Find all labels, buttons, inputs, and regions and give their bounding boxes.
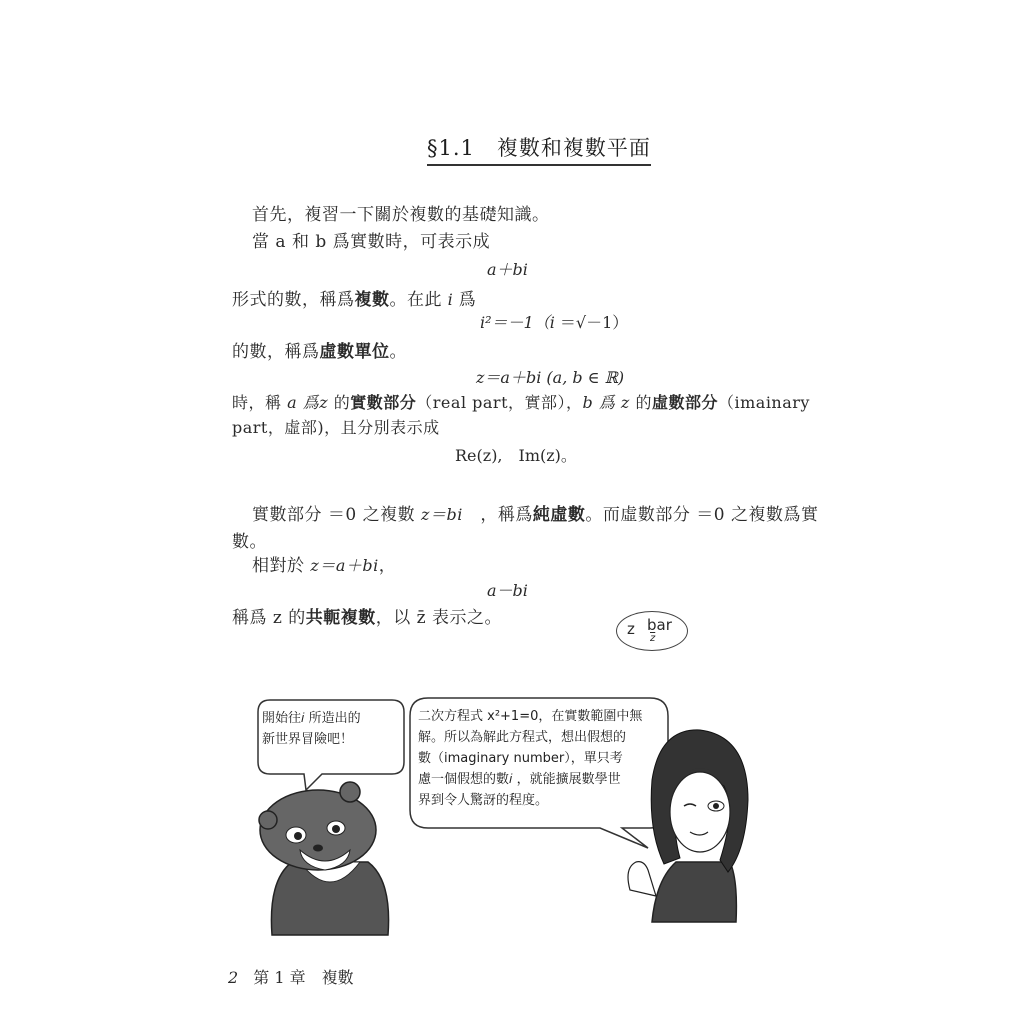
- section-title: §1.1 複數和複數平面: [427, 132, 651, 166]
- text-line: 形式的數，稱爲複數。在此 i 爲: [232, 290, 477, 310]
- text-line: 時，稱 a 爲z 的實數部分（real part，實部），b 爲 z 的虛數部分（imainary: [232, 393, 810, 412]
- otter-character: [259, 782, 389, 935]
- term-imaginary-part: 虛數部分: [651, 393, 718, 412]
- intro-line: 首先，複習一下關於複數的基礎知識。: [252, 205, 550, 225]
- text-line: 稱爲 z 的共軛複數，以 z̄ 表示之。: [232, 608, 503, 628]
- text-line: part，虛部)，且分別表示成: [232, 418, 440, 437]
- left-bubble-text: 開始往𝑖 所造出的 新世界冒險吧！: [262, 711, 361, 747]
- formula-z: z＝a＋bi (a, b ∈ ℝ): [476, 368, 625, 387]
- zbar-note: z bar $\overline{z}$: [616, 611, 688, 651]
- formula-conjugate: a－bi: [487, 581, 528, 600]
- text-line: 數。: [232, 532, 267, 552]
- page-number: 2: [228, 968, 239, 987]
- term-pure-imaginary: 純虛數: [532, 505, 586, 525]
- formula-a-plus-bi: a＋bi: [487, 260, 528, 279]
- formula-re-im: Re(z), Im(z)。: [455, 446, 577, 465]
- text-line: 實數部分 ＝0 之複數 z＝bi ，稱爲純虛數。而虛數部分 ＝0 之複數爲實: [252, 505, 819, 525]
- term-conjugate: 共軛複數: [305, 608, 376, 628]
- text-line: 的數，稱爲虛數單位。: [232, 342, 407, 362]
- page-footer: [228, 965, 354, 988]
- term-real-part: 實數部分: [350, 393, 417, 412]
- term-imaginary-unit: 虛數單位: [319, 342, 390, 362]
- right-bubble-text: 二次方程式 x²+1=0，在實數範圍中無 解。所以為解此方程式，想出假想的 數（imaginary number），單只考 慮一個假想的數𝑖 ，就能擴展數學世 界到令人驚訝的程度。: [418, 709, 643, 808]
- formula-imaginary-unit: i²＝－1（i ＝√－1）: [480, 313, 629, 332]
- text-line: 相對於 z＝a＋bi，: [252, 556, 397, 576]
- text-line: 當 a 和 b 爲實數時，可表示成: [252, 232, 491, 252]
- chapter-label: 第 1 章 複數: [253, 968, 354, 987]
- term-complex: 複數: [354, 290, 390, 310]
